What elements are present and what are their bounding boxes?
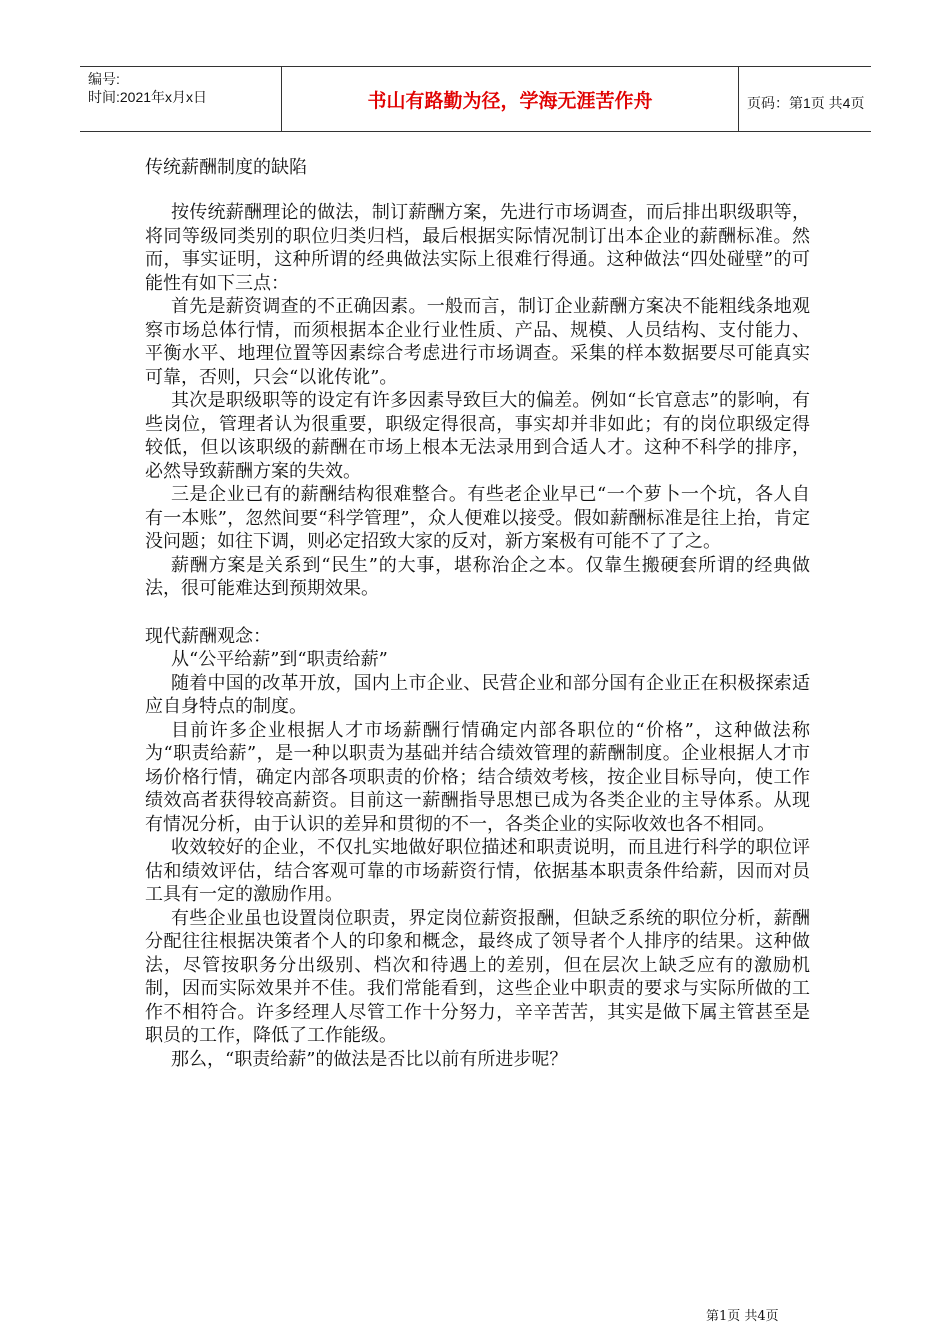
body-paragraph: 按传统薪酬理论的做法，制订薪酬方案，先进行市场调查，而后排出职级职等，将同等级同类别的职位归类归档，最后根据实际情况制订出本企业的薪酬标准。然而，事实证明，这种所谓的经典做法实际上很难行得通。这种做法“四处碰壁”的可能性有如下三点：	[145, 202, 810, 294]
document-number-label: 编号:	[88, 71, 120, 87]
footer-page-number: 第1页 共4页	[706, 1309, 779, 1324]
body-paragraph: 那么，“职责给薪”的做法是否比以前有所进步呢？	[171, 1048, 568, 1070]
body-paragraph: 首先是薪资调查的不正确因素。一般而言，制订企业薪酬方案决不能粗线条地观察市场总体行情，而须根据本企业行业性质、产品、规模、人员结构、支付能力、平衡水平、地理位置等因素综合考虑进行市场调查。采集的样本数据要尽可能真实可靠，否则，只会“以讹传讹”。	[145, 296, 810, 388]
document-time-label: 时间:2021年x月x日	[88, 89, 208, 105]
body-paragraph: 收效较好的企业，不仅扎实地做好职位描述和职责说明，而且进行科学的职位评估和绩效评估，结合客观可靠的市场薪资行情，依据基本职责条件给薪，因而对员工具有一定的激励作用。	[145, 837, 810, 905]
document-title: 传统薪酬制度的缺陷	[145, 157, 307, 178]
header-page-cell	[743, 67, 871, 131]
body-paragraph: 其次是职级职等的设定有许多因素导致巨大的偏差。例如“长官意志”的影响，有些岗位，管理者认为很重要，职级定得很高，事实却并非如此；有的岗位职级定得较低，但以该职级的薪酬在市场上根本无法录用到合适人才。这种不科学的排序，必然导致薪酬方案的失效。	[145, 390, 810, 482]
header-page-number: 页码：第1页 共4页	[747, 95, 865, 111]
body-paragraph: 随着中国的改革开放，国内上市企业、民营企业和部分国有企业正在积极探索适应自身特点的制度。	[145, 672, 810, 717]
body-paragraph: 目前许多企业根据人才市场薪酬行情确定内部各职位的“价格”，这种做法称为“职责给薪”，是一种以职责为基础并结合绩效管理的薪酬制度。企业根据人才市场价格行情，确定内部各项职责的价格；结合绩效考核，按企业目标导向，使工作绩效高者获得较高薪资。目前这一薪酬指导思想已成为各类企业的主导体系。从现有情况分析，由于认识的差异和贯彻的不一，各类企业的实际收效也各不相同。	[145, 719, 810, 835]
body-paragraph: 三是企业已有的薪酬结构很难整合。有些老企业早已“一个萝卜一个坑，各人自有一本账”，忽然间要“科学管理”，众人便难以接受。假如薪酬标准是往上抬，肯定没问题；如往下调，则必定招致大家的反对，新方案极有可能不了了之。	[145, 484, 810, 552]
body-paragraph: 现代薪酬观念：	[145, 625, 271, 647]
header-motto: 书山有路勤为径，学海无涯苦作舟	[367, 90, 653, 112]
body-paragraph: 薪酬方案是关系到“民生”的大事，堪称治企之本。仅靠生搬硬套所谓的经典做法，很可能难达到预期效果。	[145, 554, 810, 599]
header-motto-cell	[282, 67, 739, 131]
document-body	[145, 201, 810, 1071]
paragraph-gap	[145, 601, 810, 625]
body-paragraph: 有些企业虽也设置岗位职责，界定岗位薪资报酬，但缺乏系统的职位分析，薪酬分配往往根据决策者个人的印象和概念，最终成了领导者个人排序的结果。这种做法，尽管按职务分出级别、档次和待遇上的差别，但在层次上缺乏应有的激励机制，因而实际效果并不佳。我们常能看到，这些企业中职责的要求与实际所做的工作不相符合。许多经理人尽管工作十分努力，辛辛苦苦，其实是做下属主管甚至是职员的工作，降低了工作能级。	[145, 907, 810, 1046]
page-header	[80, 66, 871, 132]
body-paragraph: 从“公平给薪”到“职责给薪”	[171, 649, 388, 670]
header-info-cell	[80, 67, 282, 131]
